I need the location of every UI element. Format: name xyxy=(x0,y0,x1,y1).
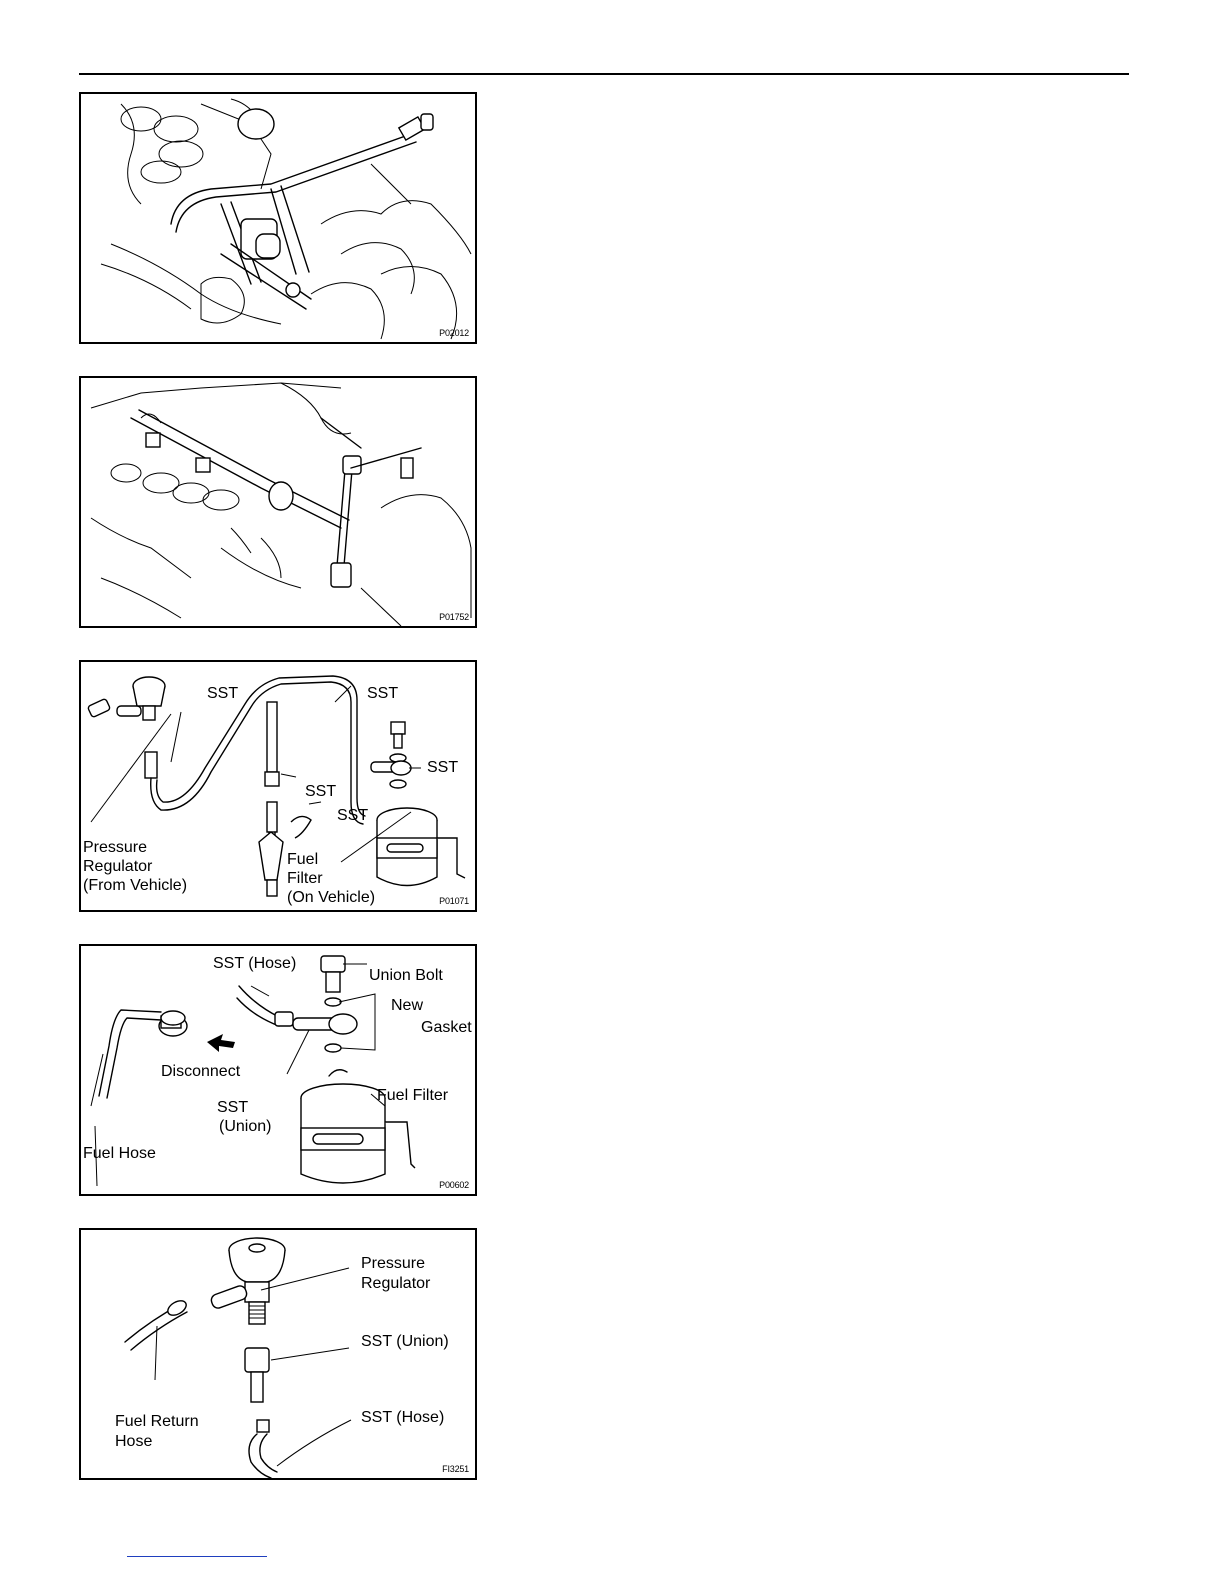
label-pressure: Pressure xyxy=(83,839,148,856)
label-sst-hose: SST (Hose) xyxy=(213,955,297,972)
engine-fuel-line-illustration xyxy=(81,94,475,342)
label-union: (Union) xyxy=(219,1118,272,1135)
figure-fuel-rail xyxy=(79,376,477,628)
label-gasket: Gasket xyxy=(421,1019,472,1036)
figure-code: P01071 xyxy=(439,896,469,906)
label-filter: Filter xyxy=(287,870,323,887)
label-sst-union: SST xyxy=(427,759,459,776)
label-sst: SST xyxy=(217,1099,249,1116)
fuel-rail-illustration xyxy=(81,378,475,626)
figure-sst-setup xyxy=(79,660,477,912)
figure-code: P00602 xyxy=(439,1180,469,1190)
label-fuel-hose: Fuel Hose xyxy=(83,1145,156,1162)
label-disconnect: Disconnect xyxy=(161,1063,241,1080)
figure-code: FI3251 xyxy=(442,1464,469,1474)
header-rule xyxy=(79,73,1129,75)
footer-link-underline[interactable] xyxy=(127,1556,267,1557)
label-from-vehicle: (From Vehicle) xyxy=(83,877,188,894)
label-sst-pipe: SST xyxy=(305,783,337,800)
figure-engine-fuel-line xyxy=(79,92,477,344)
label-fuel-filter: Fuel Filter xyxy=(377,1087,449,1104)
figure-code: P02012 xyxy=(439,328,469,338)
label-sst-union: SST (Union) xyxy=(361,1333,449,1350)
label-new: New xyxy=(391,997,424,1014)
label-sst-clip: SST xyxy=(337,807,369,824)
label-regulator: Regulator xyxy=(83,858,153,875)
label-fuel-return: Fuel Return xyxy=(115,1413,199,1430)
figure-disconnect-fuel-hose xyxy=(79,944,477,1196)
label-regulator: Regulator xyxy=(361,1275,431,1292)
label-sst-hose: SST (Hose) xyxy=(361,1409,445,1426)
label-fuel: Fuel xyxy=(287,851,319,868)
figure-pressure-regulator xyxy=(79,1228,477,1480)
label-union-bolt: Union Bolt xyxy=(369,967,443,984)
label-hose: Hose xyxy=(115,1433,153,1450)
label-sst-hose: SST xyxy=(367,685,399,702)
figure-code: P01752 xyxy=(439,612,469,622)
label-pressure: Pressure xyxy=(361,1255,426,1272)
label-on-vehicle: (On Vehicle) xyxy=(287,889,376,906)
label-sst-regulator: SST xyxy=(207,685,239,702)
